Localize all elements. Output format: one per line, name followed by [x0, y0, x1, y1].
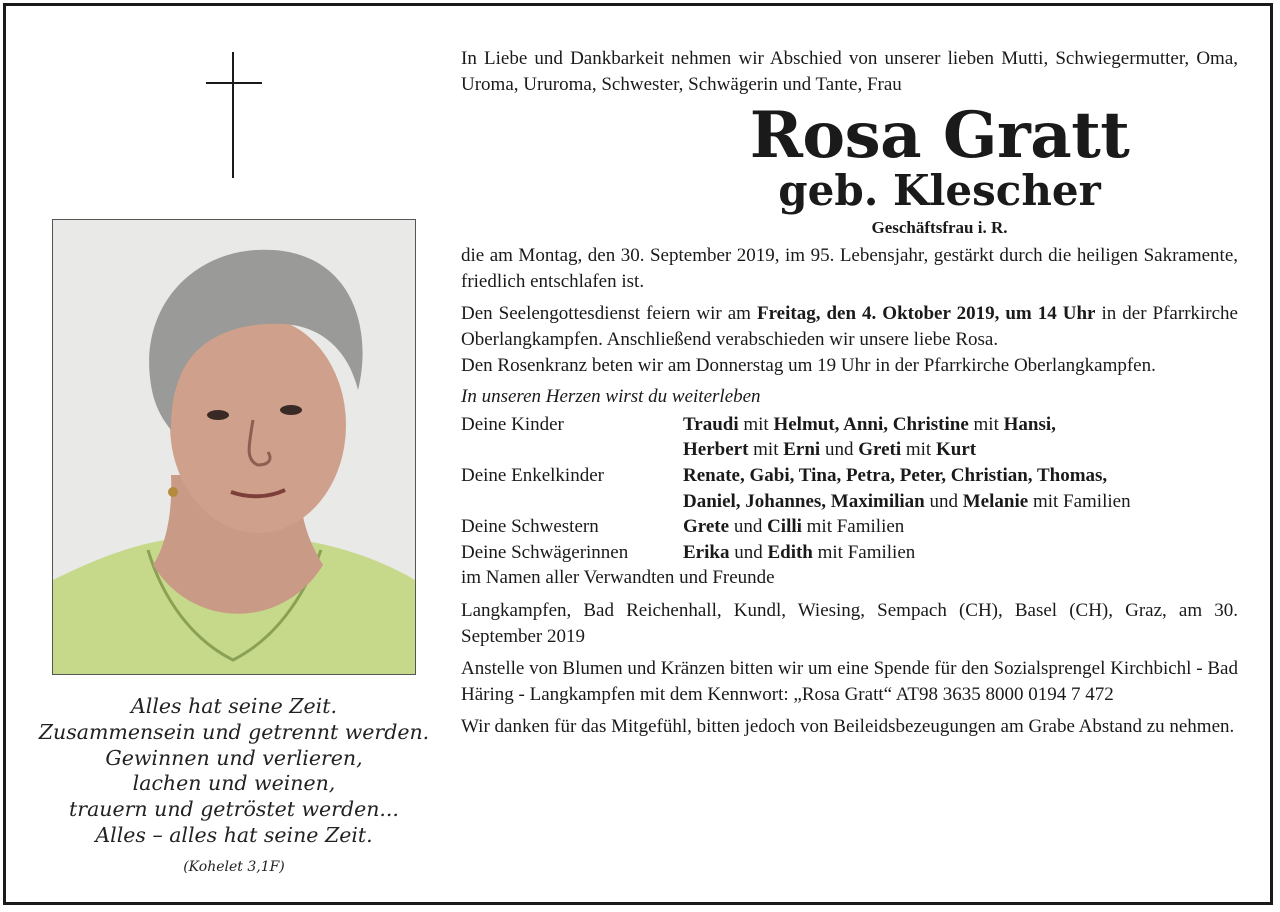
deceased-name: Rosa Gratt: [749, 98, 1130, 174]
obituary-text: [461, 46, 1238, 740]
obituary-card: [3, 3, 1273, 905]
quote-line: Alles – alles hat seine Zeit.: [95, 822, 373, 847]
quote-source: (Kohelet 3,1F): [183, 858, 285, 875]
family-row-children: [461, 412, 1238, 463]
death-notice: die am Montag, den 30. September 2019, im 95. Lebensjahr, gestärkt durch die heiligen Sakramente, friedlich entschlafen ist.: [461, 245, 1238, 292]
family-names: Renate, Gabi, Tina, Petra, Peter, Christian, Thomas, Daniel, Johannes, Maximilian und Melanie mit Familien: [683, 464, 1131, 512]
service-date: Freitag, den 4. Oktober 2019, um 14 Uhr: [756, 303, 1096, 325]
family-row-sisters-in-law: [461, 540, 1238, 566]
intro-text: In Liebe und Dankbarkeit nehmen wir Abschied von unserer lieben Mutti, Schwiegermutter, Oma, Uroma, Ururoma, Schwester, Schwägerin und Tante, Frau: [461, 48, 1238, 95]
maiden-name: geb. Klescher: [778, 166, 1101, 216]
family-row-relatives: [461, 565, 1238, 591]
places-date: Langkampfen, Bad Reichenhall, Kundl, Wiesing, Sempach (CH), Basel (CH), Graz, am 30. September 2019: [461, 599, 1238, 647]
bible-quote: [26, 694, 442, 877]
relatives-line: im Namen aller Verwandten und Freunde: [461, 567, 775, 589]
donation-notice: Anstelle von Blumen und Kränzen bitten wir um eine Spende für den Sozialsprengel Kirchbichl - Bad Häring - Langkampfen mit dem Kennwort: „Rosa Gratt“ AT98 3635 8000 0194 7 472: [461, 658, 1238, 705]
cross-icon: [206, 52, 262, 178]
quote-line: Alles hat seine Zeit.: [130, 694, 337, 718]
motto: In unseren Herzen wirst du weiterleben: [461, 386, 761, 408]
family-names: Erika und Edith mit Familien: [683, 541, 916, 563]
family-list: [461, 412, 1238, 591]
portrait-photo: [52, 219, 416, 675]
family-label: Deine Schwägerinnen: [461, 541, 629, 563]
thanks-notice: Wir danken für das Mitgefühl, bitten jedoch von Beileidsbezeugungen am Grabe Abstand zu nehmen.: [461, 716, 1235, 738]
family-label: Deine Schwestern: [461, 516, 599, 538]
family-names: Grete und Cilli mit Familien: [683, 516, 905, 538]
family-label: Deine Kinder: [461, 413, 564, 435]
funeral-service: Den Seelengottesdienst feiern wir am Freitag, den 4. Oktober 2019, um 14 Uhr in der Pfarrkirche Oberlangkampfen. Anschließend verabschieden wir unsere liebe Rosa.: [461, 303, 1238, 350]
quote-line: Zusammensein und getrennt werden.: [38, 719, 430, 744]
family-row-sisters: [461, 514, 1238, 540]
quote-line: lachen und weinen,: [132, 771, 336, 796]
family-label: Deine Enkelkinder: [461, 464, 604, 486]
family-row-grandchildren: [461, 463, 1238, 514]
quote-line: trauern und getröstet werden...: [69, 797, 399, 822]
family-names: Traudi mit Helmut, Anni, Christine mit Hansi, Herbert mit Erni und Greti mit Kurt: [683, 413, 1056, 461]
rosary-notice: Den Rosenkranz beten wir am Donnerstag um 19 Uhr in der Pfarrkirche Oberlangkampfen.: [461, 354, 1156, 376]
quote-line: Gewinnen und verlieren,: [105, 745, 363, 770]
occupation: Geschäftsfrau i. R.: [871, 218, 1008, 238]
